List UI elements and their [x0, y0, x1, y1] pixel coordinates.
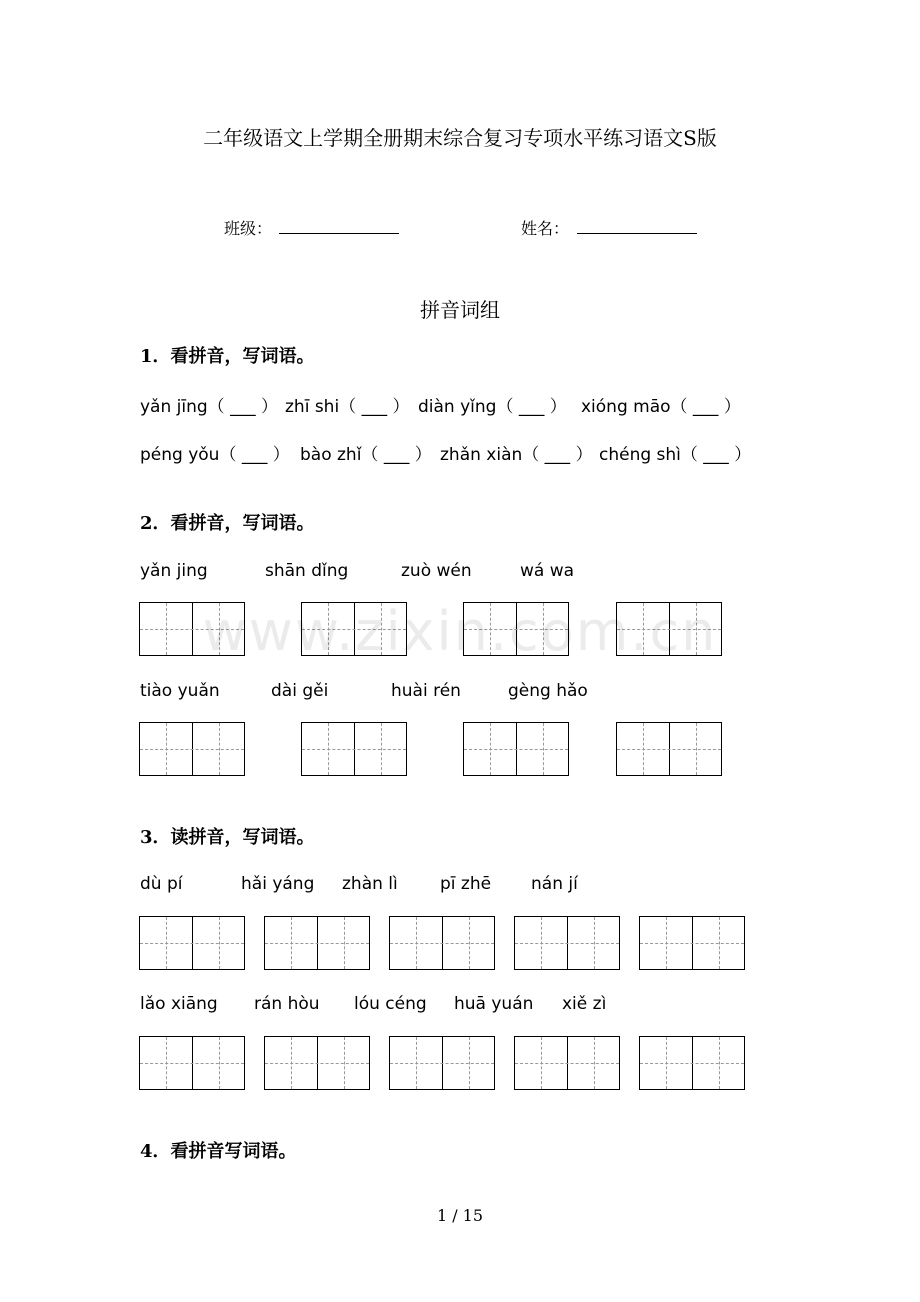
writing-grid[interactable] — [514, 916, 620, 970]
q1-item: péng yǒu（ ___ ） — [140, 445, 290, 465]
q1-item: diàn yǐng（ ___ ） — [418, 397, 567, 417]
q3-pinyin: dù pí — [140, 874, 183, 894]
q3-pinyin: hǎi yáng — [241, 874, 315, 894]
q2-pinyin: zuò wén — [401, 561, 472, 581]
page-number: 1 / 15 — [436, 1206, 484, 1225]
q1-item: bào zhǐ（ ___ ） — [300, 445, 432, 465]
q3-pinyin: huā yuán — [454, 994, 534, 1014]
writing-grid[interactable] — [139, 916, 245, 970]
q2-pinyin: shān dǐng — [265, 561, 349, 581]
q2-pinyin: huài rén — [391, 681, 461, 701]
q3-pinyin: lóu céng — [354, 994, 427, 1014]
writing-grid[interactable] — [616, 722, 722, 776]
q1-item: yǎn jīng（ ___ ） — [140, 397, 278, 417]
q1-item: chéng shì（ ___ ） — [599, 445, 752, 465]
name-label: 姓名： — [521, 219, 570, 238]
writing-grid[interactable] — [264, 916, 370, 970]
document-title: 二年级语文上学期全册期末综合复习专项水平练习语文S版 — [203, 126, 717, 150]
q3-pinyin: nán jí — [531, 874, 578, 894]
q2-heading: 2．看拼音，写词语。 — [140, 513, 315, 534]
writing-grid[interactable] — [463, 722, 569, 776]
writing-grid[interactable] — [389, 1036, 495, 1090]
writing-grid[interactable] — [514, 1036, 620, 1090]
name-blank[interactable] — [577, 233, 697, 234]
class-label: 班级： — [224, 219, 273, 238]
q2-pinyin: tiào yuǎn — [140, 681, 220, 701]
q3-pinyin: pī zhē — [440, 874, 492, 894]
writing-grid[interactable] — [139, 722, 245, 776]
q2-pinyin: dài gěi — [271, 681, 329, 701]
q3-pinyin: rán hòu — [254, 994, 320, 1014]
q1-item: zhǎn xiàn（ ___ ） — [440, 445, 593, 465]
section-title: 拼音词组 — [420, 298, 500, 322]
writing-grid[interactable] — [264, 1036, 370, 1090]
q1-item: zhī shi（ ___ ） — [285, 397, 410, 417]
q2-pinyin: wá wa — [520, 561, 575, 581]
writing-grid[interactable] — [139, 1036, 245, 1090]
writing-grid[interactable] — [639, 916, 745, 970]
q3-heading: 3．读拼音，写词语。 — [140, 827, 315, 848]
q3-pinyin: zhàn lì — [342, 874, 398, 894]
q1-heading: 1．看拼音，写词语。 — [140, 346, 315, 367]
q1-item: xióng māo（ ___ ） — [581, 397, 741, 417]
q3-pinyin: xiě zì — [562, 994, 607, 1014]
q4-heading: 4．看拼音写词语。 — [140, 1141, 297, 1162]
writing-grid[interactable] — [301, 722, 407, 776]
q2-pinyin: yǎn jing — [140, 561, 208, 581]
writing-grid[interactable] — [639, 1036, 745, 1090]
watermark: www.zixin.com.cn — [202, 600, 718, 663]
q3-pinyin: lǎo xiāng — [140, 994, 218, 1014]
q2-pinyin: gèng hǎo — [508, 681, 588, 701]
class-blank[interactable] — [279, 233, 399, 234]
writing-grid[interactable] — [389, 916, 495, 970]
